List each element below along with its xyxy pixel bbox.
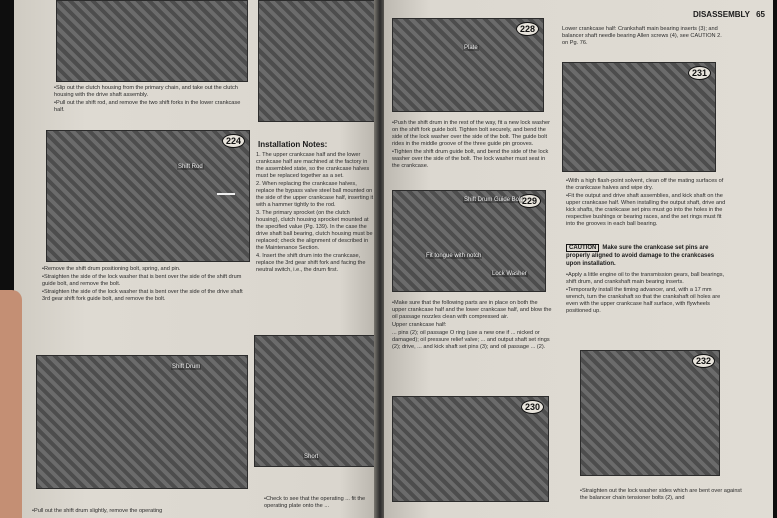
top-note: Lower crankcase half: Crankshaft main bearing inserts (3); and balancer shaft needle bearing Allen screws (4), see CAUTION 2. on Pg. 76. <box>562 26 722 46</box>
step: •Tighten the shift drum guide bolt, and bend the side of the lock washer over the side of the bolt. The lock washer must seat in the crankcase. <box>392 149 549 169</box>
photo-shift-drum <box>36 355 248 489</box>
step: •With a high flash-point solvent, clean off the mating surfaces of the crankcase halves and wipe dry. <box>566 178 724 191</box>
photo-label: Short <box>304 454 319 460</box>
step-bottom-right: •Straighten out the lock washer sides which are bent over against the balancer chain tensioner bolts (2), and <box>580 488 742 501</box>
photo-label: Plate <box>464 45 478 51</box>
caution-label: CAUTION <box>566 244 599 252</box>
photo-224 <box>46 130 250 262</box>
section-header <box>693 10 765 19</box>
photo-label: Shift Drum <box>172 364 201 370</box>
figure-number: 228 <box>516 22 539 36</box>
install-item: 2. When replacing the crankcase halves, replace the bypass valve steel ball mounted on the side of the upper crankcase half, inserting it with a hammer tightly to the rod. <box>256 181 374 208</box>
caution-text: Make sure the crankcase set pins are properly aligned to avoid damage to the crankcases upon installation. <box>566 245 715 267</box>
steps-assembly <box>566 178 726 229</box>
figure-number: 230 <box>521 400 544 414</box>
steps-mid <box>42 266 247 304</box>
figure-number: 231 <box>688 66 711 80</box>
section-title: DISASSEMBLY <box>692 10 750 19</box>
figure-number: 229 <box>518 194 541 208</box>
installation-notes <box>256 152 374 275</box>
thumb <box>0 290 22 518</box>
right-page <box>384 0 773 518</box>
photo-short <box>254 335 376 467</box>
step: •Push the shift drum in the rest of the way, fit a new lock washer on the shift fork guide bolt. Tighten bolt securely, and bend the side of the lock washer over the side of the bolt. The guide bolt rides in the middle groove of the three guide pin grooves. <box>392 120 550 147</box>
steps-final <box>566 272 726 316</box>
step: •Fit the output and drive shaft assemblies, and kick shaft on the upper crankcase half. When installing the output shaft, drive and kick shafts, the crankcase set pins must go into the holes in the respective bushings or bearing races, and the set rings must fit into the grooves in each ball bearing. <box>566 193 726 227</box>
install-item: 3. The primary sprocket (on the clutch housing), clutch housing sprocket mounted at the specified value (Pg. 139). In the case the drive shaft ball bearing, clutch housing must be replaced; check the alignment of described in the Maintenance Section. <box>256 210 373 251</box>
photo-label: Lock Washer <box>492 271 527 277</box>
figure-number: 224 <box>222 134 245 148</box>
left-page <box>14 0 376 518</box>
arrow-icon <box>217 193 235 195</box>
photo-230 <box>392 396 549 502</box>
photo-label: Shift Rod <box>178 164 203 170</box>
photo-label: Fit tongue with notch <box>426 253 482 259</box>
photo-232 <box>580 350 720 476</box>
steps-top <box>54 85 246 115</box>
step: •Apply a little engine oil to the transmission gears, ball bearings, shift drum, and crankshaft main bearing inserts. <box>566 272 725 285</box>
check-step: •Check to see that the operating ... fit the operating plate onto the ... <box>264 496 366 509</box>
steps-shift-drum <box>392 120 552 171</box>
photo-229 <box>392 190 546 292</box>
step: •Pull out the shift rod, and remove the two shift forks in the lower crankcase half. <box>54 100 241 113</box>
photo-228 <box>392 18 544 112</box>
parts-line: ... pins (2); oil passage O ring (use a new one if ... nicked or damaged); oil pressure relief valve; ... and output shaft set rings (2); drive, ... and kick shaft set pins (3); and oil passage ... (2). <box>392 330 550 350</box>
step: •Straighten the side of the lock washer that is bent over the side of the drive shaft 3rd gear shift fork guide bolt, and remove the bolt. <box>42 289 243 302</box>
figure-number: 232 <box>692 354 715 368</box>
install-item: 1. The upper crankcase half and the lower crankcase half are machined at the factory in the assembled state, so the crankcase halves must be replaced together as a set. <box>256 152 370 179</box>
step: •Slip out the clutch housing from the primary chain, and take out the clutch housing with the drive shaft assembly. <box>54 85 238 98</box>
parts-note <box>392 300 552 352</box>
parts-line: Upper crankcase half: <box>392 322 447 328</box>
step-bottom: •Pull out the shift drum slightly, remove the operating <box>32 508 163 514</box>
install-item: 4. Insert the shift drum into the crankcase, replace the 3rd gear shift fork and facing the neutral switch, i.e., the drum first. <box>256 253 366 273</box>
page-number: 65 <box>756 10 765 19</box>
photo-clutch-housing <box>56 0 248 82</box>
parts-line: •Make sure that the following parts are in place on both the upper crankcase half and the lower crankcase half, and blow the oil passage nozzles clean with compressed air. <box>392 300 552 320</box>
step: •Temporarily install the timing advancer, and, with a 17 mm wrench, turn the crankshaft so that the crankshaft oil holes are even with the upper crankcase half surface, with flywheels positioned up. <box>566 287 721 314</box>
photo-label: Shift Drum Guide Bolt <box>464 197 523 203</box>
photo-crankcase-top-right <box>258 0 376 122</box>
step: •Remove the shift drum positioning bolt, spring, and pin. <box>42 266 181 272</box>
step: •Straighten the side of the lock washer that is bent over the side of the shift drum guide bolt, and remove the bolt. <box>42 274 242 287</box>
photo-231 <box>562 62 716 172</box>
caution-note <box>566 244 726 268</box>
installation-notes-title: Installation Notes: <box>258 140 328 149</box>
